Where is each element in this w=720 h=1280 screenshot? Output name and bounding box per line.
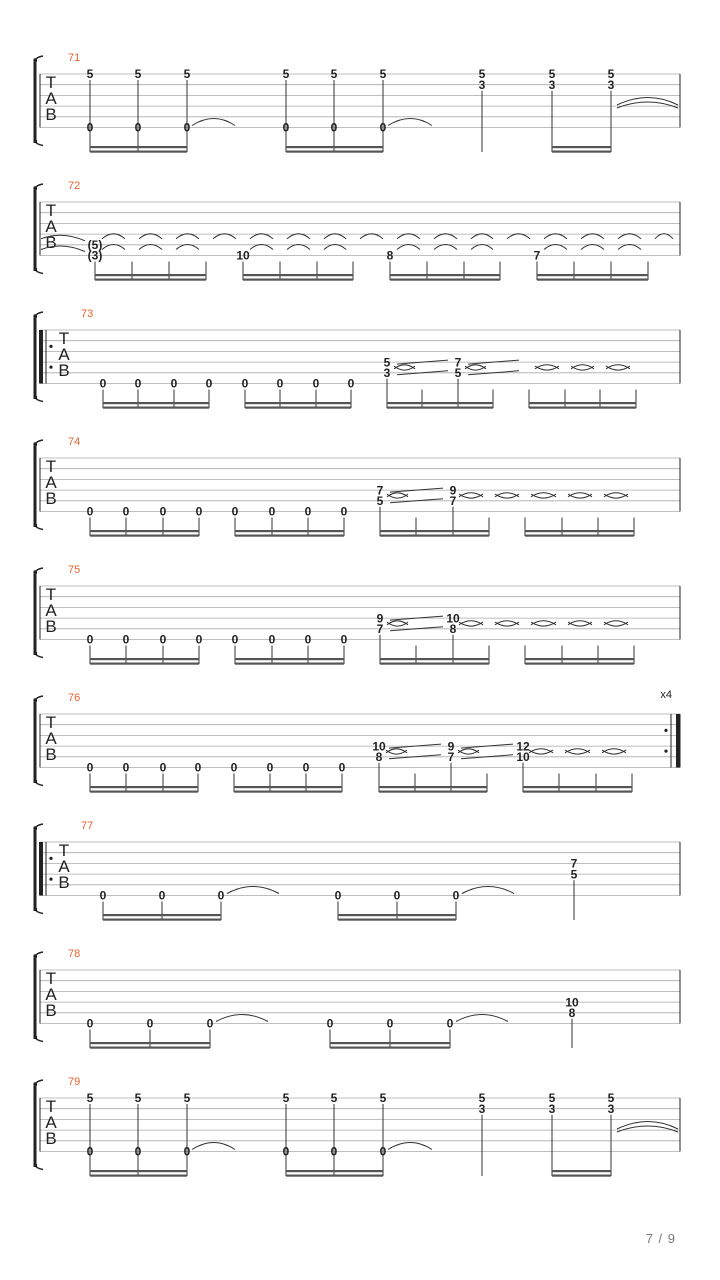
measure-number: 78 <box>68 948 81 960</box>
fret-number: 0 <box>282 120 290 135</box>
tie <box>388 1143 432 1150</box>
measure-number: 75 <box>68 564 81 576</box>
tie <box>617 1126 678 1132</box>
tie <box>250 234 273 239</box>
fret-number: 0 <box>183 1144 191 1159</box>
fret-number: 5 <box>478 1091 486 1106</box>
fret-number: 0 <box>122 760 130 775</box>
fret-number: 0 <box>393 888 401 903</box>
beam <box>525 530 634 532</box>
beam <box>390 274 500 276</box>
tie <box>618 234 641 239</box>
fret-number: 10 <box>446 611 460 626</box>
system-bracket <box>35 700 37 782</box>
fret-number: 5 <box>607 1091 615 1106</box>
fret-number: 0 <box>340 632 348 647</box>
beam <box>330 1042 450 1044</box>
measure-number: 79 <box>68 1076 81 1088</box>
bracket-top-hook <box>35 184 43 188</box>
tab-clef-letter: T <box>45 73 57 92</box>
fret-number: 7 <box>570 856 578 871</box>
beam <box>90 1170 187 1172</box>
tie <box>471 245 493 250</box>
tab-clef-letter: B <box>45 745 57 764</box>
fret-number: 0 <box>304 632 312 647</box>
measure-number: 73 <box>81 308 94 320</box>
beam <box>552 146 611 148</box>
fret-number: 0 <box>268 504 276 519</box>
tie <box>617 1122 678 1130</box>
tab-clef-letter: B <box>45 1129 57 1148</box>
fret-number: 0 <box>99 376 107 391</box>
beam <box>245 407 351 409</box>
fret-number: 5 <box>376 494 384 508</box>
system-bracket <box>35 572 37 654</box>
fret-number: 0 <box>340 504 348 519</box>
beam <box>552 1170 611 1172</box>
fret-number: 0 <box>268 632 276 647</box>
fret-number: 0 <box>159 760 167 775</box>
fret-number: 7 <box>454 355 462 370</box>
tie <box>434 245 457 250</box>
fret-number: 0 <box>134 1144 142 1159</box>
beam <box>537 274 648 276</box>
beam <box>234 786 342 788</box>
tab-clef-letter: B <box>45 617 57 636</box>
fret-number: 3 <box>548 77 556 92</box>
fret-number: 0 <box>86 632 94 647</box>
tab-clef-letter: T <box>45 585 57 604</box>
system-bracket <box>35 60 37 142</box>
bracket-top-hook <box>35 824 43 828</box>
fret-number: 9 <box>447 739 455 754</box>
tie <box>462 887 514 894</box>
beam <box>90 658 199 660</box>
fret-number: 5 <box>282 1091 290 1106</box>
fret-number: 0 <box>217 888 225 903</box>
tab-clef-letter: T <box>58 329 70 348</box>
system-bracket <box>35 444 37 526</box>
tie <box>388 119 432 126</box>
fret-number: 5 <box>570 867 578 882</box>
tie <box>324 245 346 250</box>
beam <box>380 658 489 660</box>
tie <box>544 245 567 250</box>
repeat-start-thick-bar <box>39 330 43 384</box>
bracket-top-hook <box>35 1080 43 1084</box>
fret-number: 0 <box>86 120 94 135</box>
tab-clef-letter: T <box>45 1097 57 1116</box>
beam <box>330 1047 450 1049</box>
fret-number: 0 <box>330 1144 338 1159</box>
fret-number: 3 <box>548 1101 556 1116</box>
beam <box>380 663 489 665</box>
beam <box>90 791 198 793</box>
tie <box>287 245 310 250</box>
fret-number: 0 <box>99 888 107 903</box>
fret-number: 5 <box>607 67 615 82</box>
fret-number: 10 <box>236 248 250 263</box>
beam <box>90 1047 210 1049</box>
fret-number: 0 <box>86 760 94 775</box>
bracket-bottom-hook <box>35 1166 43 1170</box>
beam <box>90 530 199 532</box>
tab-clef-letter: T <box>45 969 57 988</box>
fret-number: 0 <box>326 1016 334 1031</box>
fret-number: 0 <box>159 632 167 647</box>
fret-number: 0 <box>86 1144 94 1159</box>
tie <box>434 234 457 239</box>
bracket-bottom-hook <box>35 526 43 530</box>
beam <box>103 914 221 916</box>
tab-clef-letter: A <box>45 1113 57 1132</box>
beam <box>379 791 487 793</box>
beam <box>525 663 634 665</box>
tab-clef-letter: A <box>45 89 57 108</box>
fret-number: 0 <box>122 632 130 647</box>
measure-number: 71 <box>68 52 81 64</box>
fret-number: 5 <box>548 1091 556 1106</box>
beam <box>90 1175 187 1177</box>
bracket-bottom-hook <box>35 910 43 914</box>
fret-number: 7 <box>533 248 541 263</box>
fret-number: 3 <box>478 77 486 92</box>
tab-clef-letter: A <box>58 345 70 364</box>
beam <box>537 279 648 281</box>
fret-number: 0 <box>282 1144 290 1159</box>
fret-number: 0 <box>302 760 310 775</box>
fret-number: 0 <box>379 120 387 135</box>
tab-clef-letter: B <box>58 361 70 380</box>
beam <box>552 151 611 153</box>
beam <box>552 1175 611 1177</box>
system-bracket <box>35 1084 37 1166</box>
repeat-dot <box>49 366 52 369</box>
fret-number: 3 <box>607 1101 615 1116</box>
tie <box>471 234 493 239</box>
fret-number: 0 <box>241 376 249 391</box>
fret-number: 5 <box>282 67 290 82</box>
bracket-bottom-hook <box>35 270 43 274</box>
beam <box>90 786 198 788</box>
tie <box>397 245 420 250</box>
measure-number: 77 <box>81 820 94 832</box>
fret-number: 0 <box>86 1016 94 1031</box>
fret-number: 0 <box>230 760 238 775</box>
fret-number: 0 <box>266 760 274 775</box>
tab-clef-letter: A <box>45 985 57 1004</box>
fret-number: 0 <box>183 120 191 135</box>
fret-number: 0 <box>134 120 142 135</box>
beam <box>523 786 632 788</box>
tab-clef-letter: B <box>45 233 57 252</box>
system-bracket <box>35 188 37 270</box>
bracket-top-hook <box>35 312 43 316</box>
tie <box>213 234 236 239</box>
beam <box>235 530 344 532</box>
tie <box>176 245 199 250</box>
repeat-dot <box>49 857 52 860</box>
beam <box>286 1170 383 1172</box>
beam <box>235 535 344 537</box>
tab-clef-letter: A <box>45 729 57 748</box>
fret-number: 3 <box>478 1101 486 1116</box>
fret-number: 0 <box>379 1144 387 1159</box>
fret-number: 9 <box>449 483 457 498</box>
beam <box>103 407 209 409</box>
tie <box>456 1015 508 1022</box>
bracket-bottom-hook <box>35 654 43 658</box>
fret-number: 0 <box>334 888 342 903</box>
measure-number: 72 <box>68 180 81 192</box>
fret-number: 0 <box>195 504 203 519</box>
beam <box>103 919 221 921</box>
beam <box>90 151 187 153</box>
fret-number: 10 <box>565 995 579 1010</box>
fret-number: 0 <box>304 504 312 519</box>
fret-number: 3 <box>383 366 391 380</box>
repeat-start-thick-bar <box>39 842 43 896</box>
tie <box>227 887 279 894</box>
tie <box>618 245 641 250</box>
fret-number: 0 <box>231 504 239 519</box>
tab-clef-letter: A <box>45 473 57 492</box>
beam <box>95 279 206 281</box>
bracket-top-hook <box>35 568 43 572</box>
fret-number: 0 <box>452 888 460 903</box>
fret-number: 0 <box>338 760 346 775</box>
measure-number: 76 <box>68 692 81 704</box>
fret-number: 8 <box>449 622 457 636</box>
fret-number: 0 <box>330 120 338 135</box>
page-number: 7 / 9 <box>645 1231 676 1246</box>
fret-number: 0 <box>276 376 284 391</box>
beam <box>90 535 199 537</box>
fret-number: 5 <box>454 366 462 380</box>
tie <box>287 234 310 239</box>
fret-number: 0 <box>122 504 130 519</box>
repeat-dot <box>664 750 667 753</box>
fret-number: 8 <box>375 750 383 764</box>
fret-number: 5 <box>379 67 387 82</box>
fret-number: 0 <box>446 1016 454 1031</box>
beam <box>286 151 383 153</box>
beam <box>286 146 383 148</box>
fret-number: 5 <box>183 67 191 82</box>
fret-number: 0 <box>170 376 178 391</box>
tie <box>324 234 346 239</box>
bracket-bottom-hook <box>35 398 43 402</box>
tie <box>139 245 162 250</box>
fret-number: 3 <box>607 77 615 92</box>
tab-clef-letter: A <box>45 601 57 620</box>
fret-number: 0 <box>206 1016 214 1031</box>
tie <box>250 245 273 250</box>
tab-clef-letter: T <box>58 841 70 860</box>
tie <box>102 245 125 250</box>
measure-number: 74 <box>68 436 81 448</box>
beam <box>390 279 500 281</box>
system-bracket <box>35 828 37 910</box>
repeat-end-thick-bar <box>676 714 680 768</box>
fret-number: 0 <box>205 376 213 391</box>
fret-number: 7 <box>376 622 384 636</box>
beam <box>338 914 456 916</box>
bracket-top-hook <box>35 56 43 60</box>
fret-number: 5 <box>183 1091 191 1106</box>
tab-clef-letter: T <box>45 457 57 476</box>
fret-number: 0 <box>231 632 239 647</box>
tie <box>102 234 125 239</box>
beam <box>243 279 353 281</box>
beam <box>286 1175 383 1177</box>
system-bracket <box>35 316 37 398</box>
tab-clef-letter: B <box>45 1001 57 1020</box>
fret-number: 5 <box>86 67 94 82</box>
tie <box>544 234 567 239</box>
tie <box>397 234 420 239</box>
fret-number: 5 <box>383 355 391 370</box>
tie <box>581 245 604 250</box>
fret-number: 0 <box>158 888 166 903</box>
fret-number: 5 <box>330 1091 338 1106</box>
beam <box>380 530 489 532</box>
tab-clef-letter: A <box>45 217 57 236</box>
fret-number: 0 <box>146 1016 154 1031</box>
fret-number: 9 <box>376 611 384 626</box>
fret-number: 0 <box>194 760 202 775</box>
fret-number: 12 <box>516 739 530 754</box>
beam <box>525 658 634 660</box>
beam <box>235 663 344 665</box>
fret-number: (5) <box>87 238 103 252</box>
beam <box>387 402 493 404</box>
bracket-bottom-hook <box>35 1038 43 1042</box>
tab-clef-letter: A <box>58 857 70 876</box>
tie <box>216 1015 268 1022</box>
beam <box>245 402 351 404</box>
tie <box>507 234 530 239</box>
repeat-count: x4 <box>660 689 672 701</box>
beam <box>243 274 353 276</box>
tie <box>192 119 235 126</box>
fret-number: 5 <box>478 67 486 82</box>
system-bracket <box>35 956 37 1038</box>
tie <box>192 1143 235 1150</box>
bracket-top-hook <box>35 952 43 956</box>
beam <box>103 402 209 404</box>
beam <box>90 146 187 148</box>
tab-clef-letter: B <box>45 489 57 508</box>
beam <box>529 407 636 409</box>
tie <box>655 234 673 239</box>
repeat-dot <box>49 345 52 348</box>
fret-number: 0 <box>195 632 203 647</box>
tie <box>617 98 678 106</box>
beam <box>379 786 487 788</box>
tie <box>617 102 678 108</box>
tab-clef-letter: T <box>45 201 57 220</box>
beam <box>387 407 493 409</box>
fret-number: (3) <box>87 248 103 263</box>
beam <box>529 402 636 404</box>
fret-number: 7 <box>449 494 457 508</box>
fret-number: 0 <box>159 504 167 519</box>
beam <box>234 791 342 793</box>
tie <box>176 234 199 239</box>
fret-number: 10 <box>372 739 386 754</box>
repeat-dot <box>49 878 52 881</box>
tab-clef-letter: B <box>45 105 57 124</box>
tie <box>360 234 383 239</box>
fret-number: 0 <box>134 376 142 391</box>
fret-number: 5 <box>330 67 338 82</box>
fret-number: 5 <box>379 1091 387 1106</box>
fret-number: 10 <box>516 750 530 764</box>
bracket-top-hook <box>35 696 43 700</box>
fret-number: 5 <box>86 1091 94 1106</box>
fret-number: 0 <box>312 376 320 391</box>
fret-number: 7 <box>447 750 455 764</box>
tab-clef-letter: T <box>45 713 57 732</box>
bracket-top-hook <box>35 440 43 444</box>
beam <box>525 535 634 537</box>
fret-number: 8 <box>386 248 394 263</box>
fret-number: 0 <box>347 376 355 391</box>
fret-number: 7 <box>376 483 384 498</box>
beam <box>235 658 344 660</box>
beam <box>338 919 456 921</box>
beam <box>95 274 206 276</box>
fret-number: 0 <box>386 1016 394 1031</box>
fret-number: 5 <box>134 1091 142 1106</box>
bracket-bottom-hook <box>35 142 43 146</box>
fret-number: 5 <box>548 67 556 82</box>
fret-number: 0 <box>86 504 94 519</box>
beam <box>380 535 489 537</box>
beam <box>90 1042 210 1044</box>
beam <box>90 663 199 665</box>
tie <box>581 234 604 239</box>
tab-clef-letter: B <box>58 873 70 892</box>
bracket-bottom-hook <box>35 782 43 786</box>
fret-number: 8 <box>568 1006 576 1020</box>
repeat-dot <box>664 729 667 732</box>
tie <box>139 234 162 239</box>
fret-number: 5 <box>134 67 142 82</box>
beam <box>523 791 632 793</box>
